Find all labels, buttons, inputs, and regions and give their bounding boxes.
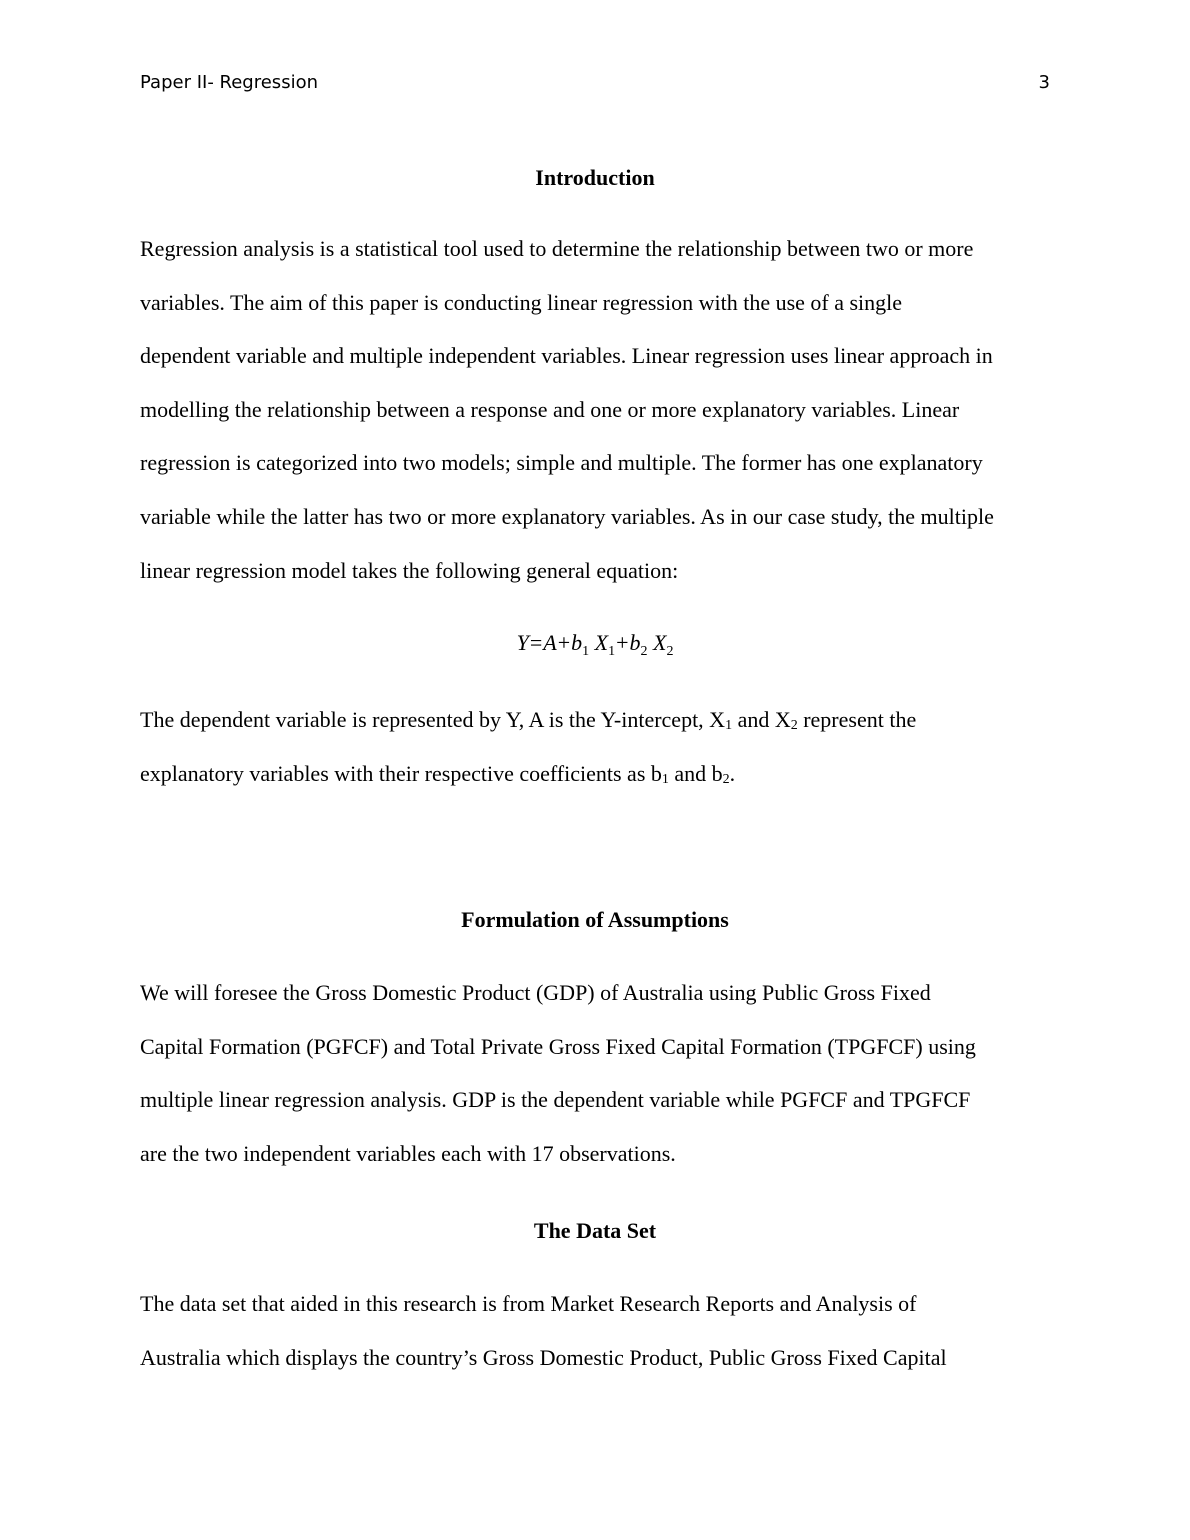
equation-subscript: 1 bbox=[608, 644, 616, 659]
paragraph-line: multiple linear regression analysis. GDP is the dependent variable while PGFCF and TPGFCF bbox=[140, 1087, 971, 1113]
paragraph-line: Australia which displays the country’s Gross Domestic Product, Public Gross Fixed Capital bbox=[140, 1344, 947, 1370]
equation-x: X bbox=[652, 630, 667, 655]
equation-lhs: Y bbox=[516, 630, 529, 655]
paragraph-line: regression is categorized into two models; simple and multiple. The former has one explanatory bbox=[140, 450, 983, 476]
equation-subscript: 2 bbox=[666, 644, 674, 659]
paragraph-line: Capital Formation (PGFCF) and Total Private Gross Fixed Capital Formation (TPGFCF) using bbox=[140, 1033, 976, 1059]
paragraph-line bbox=[140, 747, 1052, 801]
text-run: . bbox=[729, 760, 736, 786]
paragraph-line: variable while the latter has two or more explanatory variables. As in our case study, the multiple bbox=[140, 503, 994, 529]
introduction-paragraph bbox=[140, 222, 1052, 597]
subscript: 1 bbox=[725, 718, 733, 733]
text-run: explanatory variables with their respective coefficients as b bbox=[140, 760, 662, 786]
data-set-paragraph bbox=[140, 1277, 1052, 1384]
assumptions-heading: Formulation of Assumptions bbox=[461, 907, 729, 932]
page-number: 3 bbox=[1038, 72, 1050, 93]
paragraph-line: We will foresee the Gross Domestic Product (GDP) of Australia using Public Gross Fixed bbox=[140, 980, 931, 1005]
equation-explanation-paragraph bbox=[140, 693, 1052, 800]
paragraph-line: modelling the relationship between a response and one or more explanatory variables. Linear bbox=[140, 396, 960, 422]
subscript: 2 bbox=[790, 718, 798, 733]
equation-x: X bbox=[594, 630, 609, 655]
text-run: The dependent variable is represented by Y, A is the Y-intercept, X bbox=[140, 707, 726, 732]
running-head: Paper II- Regression bbox=[140, 72, 318, 93]
text-run: represent the bbox=[797, 707, 917, 732]
equation-intercept: A bbox=[543, 630, 557, 655]
equation-b: b bbox=[629, 630, 641, 655]
subscript: 2 bbox=[722, 771, 730, 787]
assumptions-paragraph bbox=[140, 966, 1052, 1180]
subscript: 1 bbox=[661, 771, 669, 787]
equation-plus: + bbox=[616, 630, 629, 655]
introduction-heading: Introduction bbox=[535, 165, 655, 190]
paragraph-line: dependent variable and multiple independent variables. Linear regression uses linear approach in bbox=[140, 343, 993, 369]
paragraph-line: variables. The aim of this paper is conducting linear regression with the use of a single bbox=[140, 289, 903, 315]
text-run: and X bbox=[732, 707, 791, 732]
paragraph-line: linear regression model takes the following general equation: bbox=[140, 557, 679, 583]
equation-equals: = bbox=[529, 630, 543, 655]
equation-plus: + bbox=[557, 630, 571, 655]
paragraph-line: Regression analysis is a statistical tool used to determine the relationship between two or more bbox=[140, 236, 974, 261]
data-set-heading: The Data Set bbox=[533, 1218, 657, 1243]
paragraph-line: The data set that aided in this research is from Market Research Reports and Analysis of bbox=[140, 1291, 917, 1316]
regression-equation bbox=[140, 628, 1050, 658]
paragraph-line: are the two independent variables each with 17 observations. bbox=[140, 1140, 676, 1166]
text-run: and b bbox=[668, 760, 723, 786]
paragraph-line bbox=[140, 693, 1052, 747]
equation-subscript: 2 bbox=[640, 644, 648, 659]
equation-subscript: 1 bbox=[582, 644, 590, 659]
equation-b: b bbox=[571, 630, 583, 655]
